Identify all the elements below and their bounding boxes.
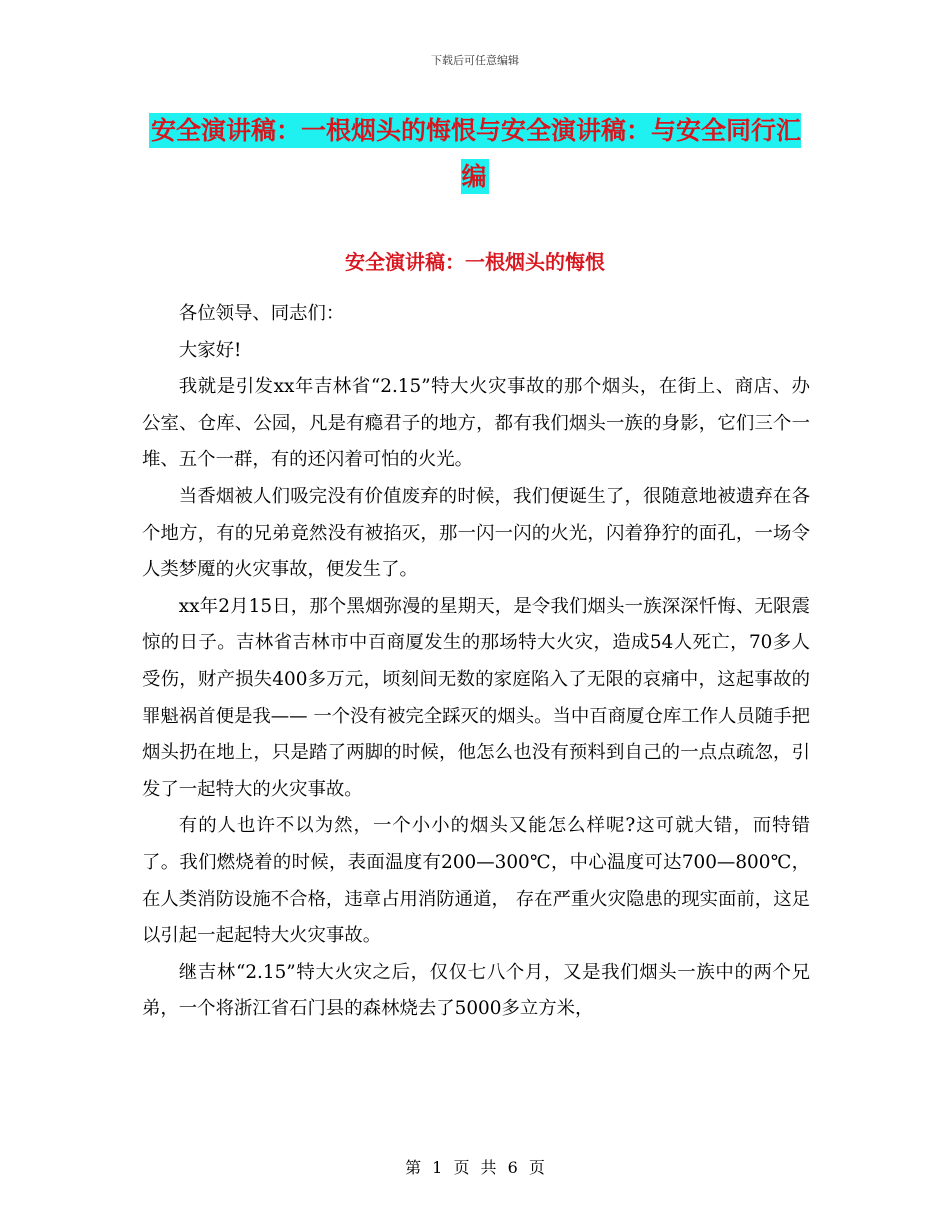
paragraph: 当香烟被人们吸完没有价值废弃的时候，我们便诞生了，很随意地被遗弃在各个地方，有的兄弟竟然没有被掐灭，那一闪一闪的火光，闪着狰狞的面孔，一场令人类梦魇的火灾事故，便发生了。	[142, 485, 810, 581]
section-title: 安全演讲稿：一根烟头的悔恨	[345, 250, 605, 274]
paragraph: 继吉林“2.15”特大火灾之后，仅仅七八个月，又是我们烟头一族中的两个兄弟，一个将浙江省石门县的森林烧去了5000多立方米，	[142, 961, 810, 1020]
document-body	[142, 296, 810, 1028]
paragraph-greeting: 各位领导、同志们：	[178, 303, 345, 324]
paragraph-hello: 大家好!	[178, 339, 242, 361]
document-title-text: 安全演讲稿：一根烟头的悔恨与安全演讲稿：与安全同行汇编	[149, 113, 801, 194]
paragraph: 有的人也许不以为然，一个小小的烟头又能怎么样呢?这可就大错，而特错了。我们燃烧着的时候，表面温度有200—300℃，中心温度可达700—800℃，在人类消防设施不合格，违章占用消防通道， 存在严重火灾隐患的现实面前，这足以引起一起起特大火灾事故。	[142, 815, 810, 947]
header-note: 下载后可任意编辑	[431, 54, 519, 67]
paragraph: xx年2月15日，那个黑烟弥漫的星期天，是令我们烟头一族深深忏悔、无限震惊的日子。吉林省吉林市中百商厦发生的那场特大火灾，造成54人死亡，70多人受伤，财产损失400多万元，顷刻间无数的家庭陷入了无限的哀痛中，这起事故的罪魁祸首便是我—— 一个没有被完全踩灭的烟头。当中百商厦仓库工作人员随手把烟头扔在地上，只是踏了两脚的时候，他怎么也没有预料到自己的一点点疏忽，引发了一起特大的火灾事故。	[142, 595, 810, 800]
paragraph: 我就是引发xx年吉林省“2.15”特大火灾事故的那个烟头，在街上、商店、办公室、仓库、公园，凡是有瘾君子的地方，都有我们烟头一族的身影，它们三个一堆、五个一群，有的还闪着可怕的火光。	[142, 376, 810, 471]
document-title	[140, 108, 810, 200]
page-footer: 第 1 页 共 6 页	[405, 1158, 545, 1177]
